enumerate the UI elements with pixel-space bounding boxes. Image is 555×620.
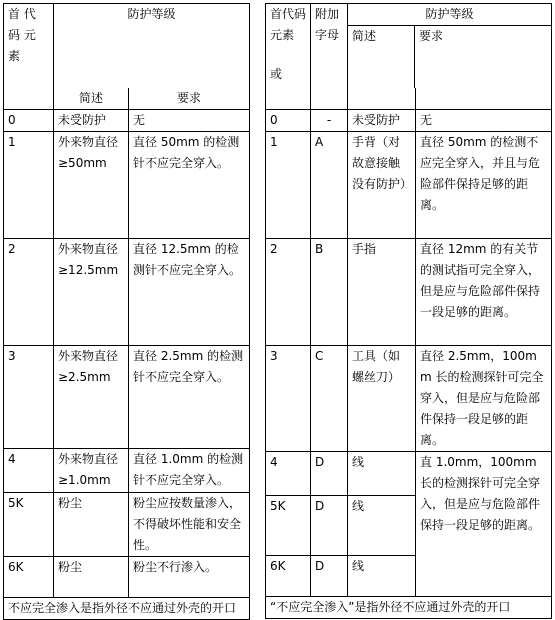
- right-row-letter: D: [311, 495, 348, 555]
- right-header-letter: 附加字母: [311, 4, 348, 89]
- right-row-code: 4: [266, 451, 311, 495]
- right-row-code: 3: [266, 345, 311, 451]
- left-row-brief: 外来物直径≥12.5mm: [54, 238, 129, 345]
- right-protection-table: [265, 3, 552, 619]
- right-row-requirement: 无: [416, 109, 552, 131]
- right-row-requirement: 直径 2.5mm，100mm 长的检测探针可完全穿入，但是应与危险部件保持一段足够的距离。: [416, 345, 552, 451]
- right-header-code-label: 首代码元素: [270, 7, 307, 42]
- right-header-requirement: 要求: [415, 25, 551, 88]
- left-row-requirement: 粉尘应按数量渗入，不得破坏性能和安全性。: [129, 492, 250, 556]
- left-protection-table: [3, 3, 250, 620]
- right-row-letter: A: [311, 131, 348, 238]
- left-row-brief: 外来物直径≥1.0mm: [54, 448, 129, 492]
- left-row-brief: 外来物直径≥50mm: [54, 131, 129, 238]
- right-row-code: 1: [266, 131, 311, 238]
- right-row-letter: C: [311, 345, 348, 451]
- left-row-code: 0: [4, 109, 54, 131]
- right-footer-note: “不应完全渗入”是指外径不应通过外壳的开口: [266, 596, 552, 618]
- left-row-code: 6K: [4, 556, 54, 597]
- right-row-brief: 工具（如螺丝刀）: [348, 345, 416, 451]
- right-row-brief: 手指: [348, 238, 416, 345]
- right-row-code: 2: [266, 238, 311, 345]
- left-row-requirement: 直径 50mm 的检测针不应完全穿入。: [129, 131, 250, 238]
- left-row-brief: 未受防护: [54, 109, 129, 131]
- right-row-code: 6K: [266, 555, 311, 596]
- right-header-code-suffix: 或: [270, 67, 283, 81]
- right-row-letter: B: [311, 238, 348, 345]
- right-row-requirement: 直径 50mm 的检测不应完全穿入，并且与危险部件保持足够的距离。: [416, 131, 552, 238]
- right-row-code: 5K: [266, 495, 311, 555]
- left-row-requirement: 直径 2.5mm 的检测针不应完全穿入。: [129, 345, 250, 448]
- right-row-letter: D: [311, 555, 348, 596]
- left-row-requirement: 无: [129, 109, 250, 131]
- left-row-code: 5K: [4, 492, 54, 556]
- left-header-brief: 简述: [54, 88, 129, 110]
- right-row-brief: 手背（对故意接触没有防护）: [348, 131, 416, 238]
- right-row-requirement: 直 1.0mm，100mm 长的检测探针可完全穿入，但是应与危险部件保持一段足够的距离。: [416, 451, 552, 596]
- left-row-requirement: 直径 1.0mm 的检测针不应完全穿入。: [129, 448, 250, 492]
- left-header-code: 首 代 码 元 素: [4, 4, 54, 110]
- right-header-group: 防护等级: [425, 7, 474, 21]
- right-row-letter: D: [311, 451, 348, 495]
- left-row-code: 3: [4, 345, 54, 448]
- left-row-brief: 粉尘: [54, 492, 129, 556]
- right-row-brief: 线: [348, 451, 416, 495]
- right-header-group-cell: [348, 4, 552, 89]
- left-row-code: 1: [4, 131, 54, 238]
- left-row-code: 2: [4, 238, 54, 345]
- right-row-brief: 未受防护: [348, 109, 416, 131]
- right-header-code: [266, 4, 311, 110]
- left-row-brief: 粉尘: [54, 556, 129, 597]
- left-row-brief: 外来物直径≥2.5mm: [54, 345, 129, 448]
- right-header-brief: 简述: [348, 25, 415, 88]
- right-row-brief: 线: [348, 555, 416, 596]
- left-row-code: 4: [4, 448, 54, 492]
- left-row-requirement: 直径 12.5mm 的检测针不应完全穿入。: [129, 238, 250, 345]
- left-footer-note: 不应完全渗入是指外径不应通过外壳的开口: [4, 597, 250, 619]
- right-row-requirement: 直径 12mm 的有关节的测试指可完全穿入，但是应与危险部件保持一段足够的距离。: [416, 238, 552, 345]
- left-row-requirement: 粉尘不行渗入。: [129, 556, 250, 597]
- right-row-code: 0: [266, 109, 311, 131]
- right-row-letter: -: [311, 109, 348, 131]
- left-header-group: 防护等级: [54, 4, 250, 88]
- left-header-requirement: 要求: [129, 88, 250, 110]
- right-row-brief: 线: [348, 495, 416, 555]
